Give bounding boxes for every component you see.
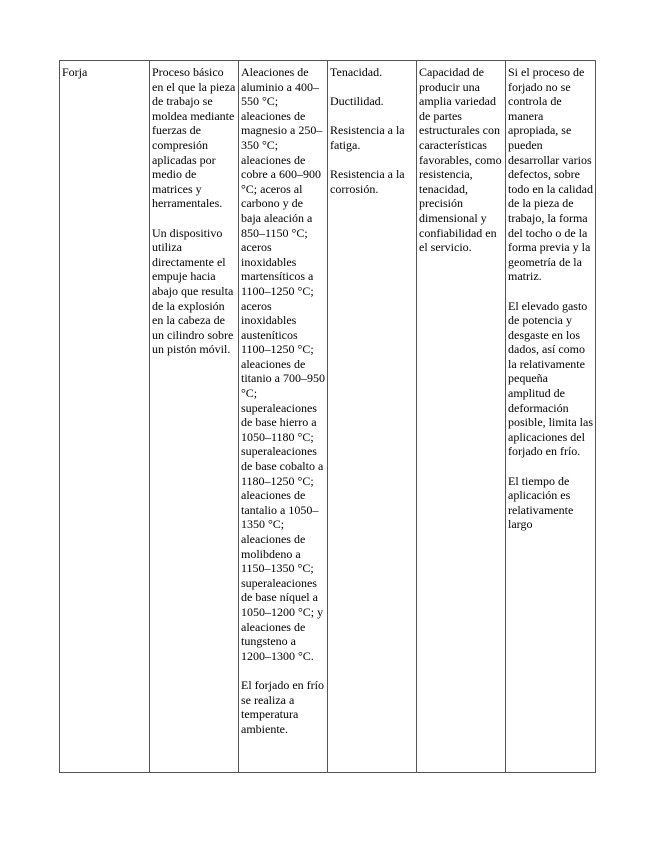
description-cell: [150, 61, 239, 773]
limitations-paragraph: Si el proceso de forjado no se controla de manera apropiada, se pueden desarrollar varios defectos, sobre todo en la calidad de la pieza de trabajo, la forma del tocho o de la forma previa y la geometría de la matriz.: [508, 65, 593, 284]
limitations-paragraph: El tiempo de aplicación es relativamente largo: [508, 473, 574, 532]
advantages-cell: [417, 61, 506, 773]
process-name: Forja: [62, 65, 88, 79]
process-table: [59, 60, 596, 773]
materials-cell: [239, 61, 328, 773]
property-item: Resistencia a la fatiga.: [330, 123, 405, 152]
limitations-cell: [506, 61, 596, 773]
materials-paragraph: Aleaciones de aluminio a 400–550 °C; aleaciones de magnesio a 250–350 °C; aleaciones de cobre a 600–900 °C; aceros al carbono y de baja aleación a 850–1150 °C; aceros inoxidables martensíticos a 1100–1250 °C; aceros inoxidables austeníticos 1100–1250 °C; aleaciones de titanio a 700–950 °C; superaleaciones de base hierro a 1050–1180 °C; superaleaciones de base cobalto a 1180–1250 °C; aleaciones de tantalio a 1050–1350 °C; aleaciones de molibdeno a 1150–1350 °C; superaleaciones de base níquel a 1050–1200 °C; y aleaciones de tungsteno a 1200–1300 °C.: [241, 65, 325, 663]
property-item: Tenacidad.: [330, 65, 383, 79]
description-paragraph: Proceso básico en el que la pieza de trabajo se moldea mediante fuerzas de compresión aplicadas por medio de matrices y herramentales.: [152, 65, 236, 211]
properties-cell: [328, 61, 417, 773]
description-paragraph: Un dispositivo utiliza directamente el empuje hacia abajo que resulta de la explosión en la cabeza de un cilindro sobre un pistón móvil.: [152, 225, 234, 357]
materials-paragraph: El forjado en frío se realiza a temperatura ambiente.: [241, 677, 324, 736]
advantages-paragraph: Capacidad de producir una amplia variedad de partes estructurales con características favorables, como resistencia, tenacidad, precisión dimensional y confiabilidad en el servicio.: [419, 65, 502, 255]
property-item: Resistencia a la corrosión.: [330, 167, 405, 196]
property-item: Ductilidad.: [330, 94, 384, 109]
table-row: [60, 61, 596, 773]
limitations-paragraph: El elevado gasto de potencia y desgaste en los dados, así como la relativamente pequeña amplitud de deformación posible, limita las aplicaciones del forjado en frío.: [508, 298, 593, 459]
process-name-cell: [60, 61, 150, 773]
